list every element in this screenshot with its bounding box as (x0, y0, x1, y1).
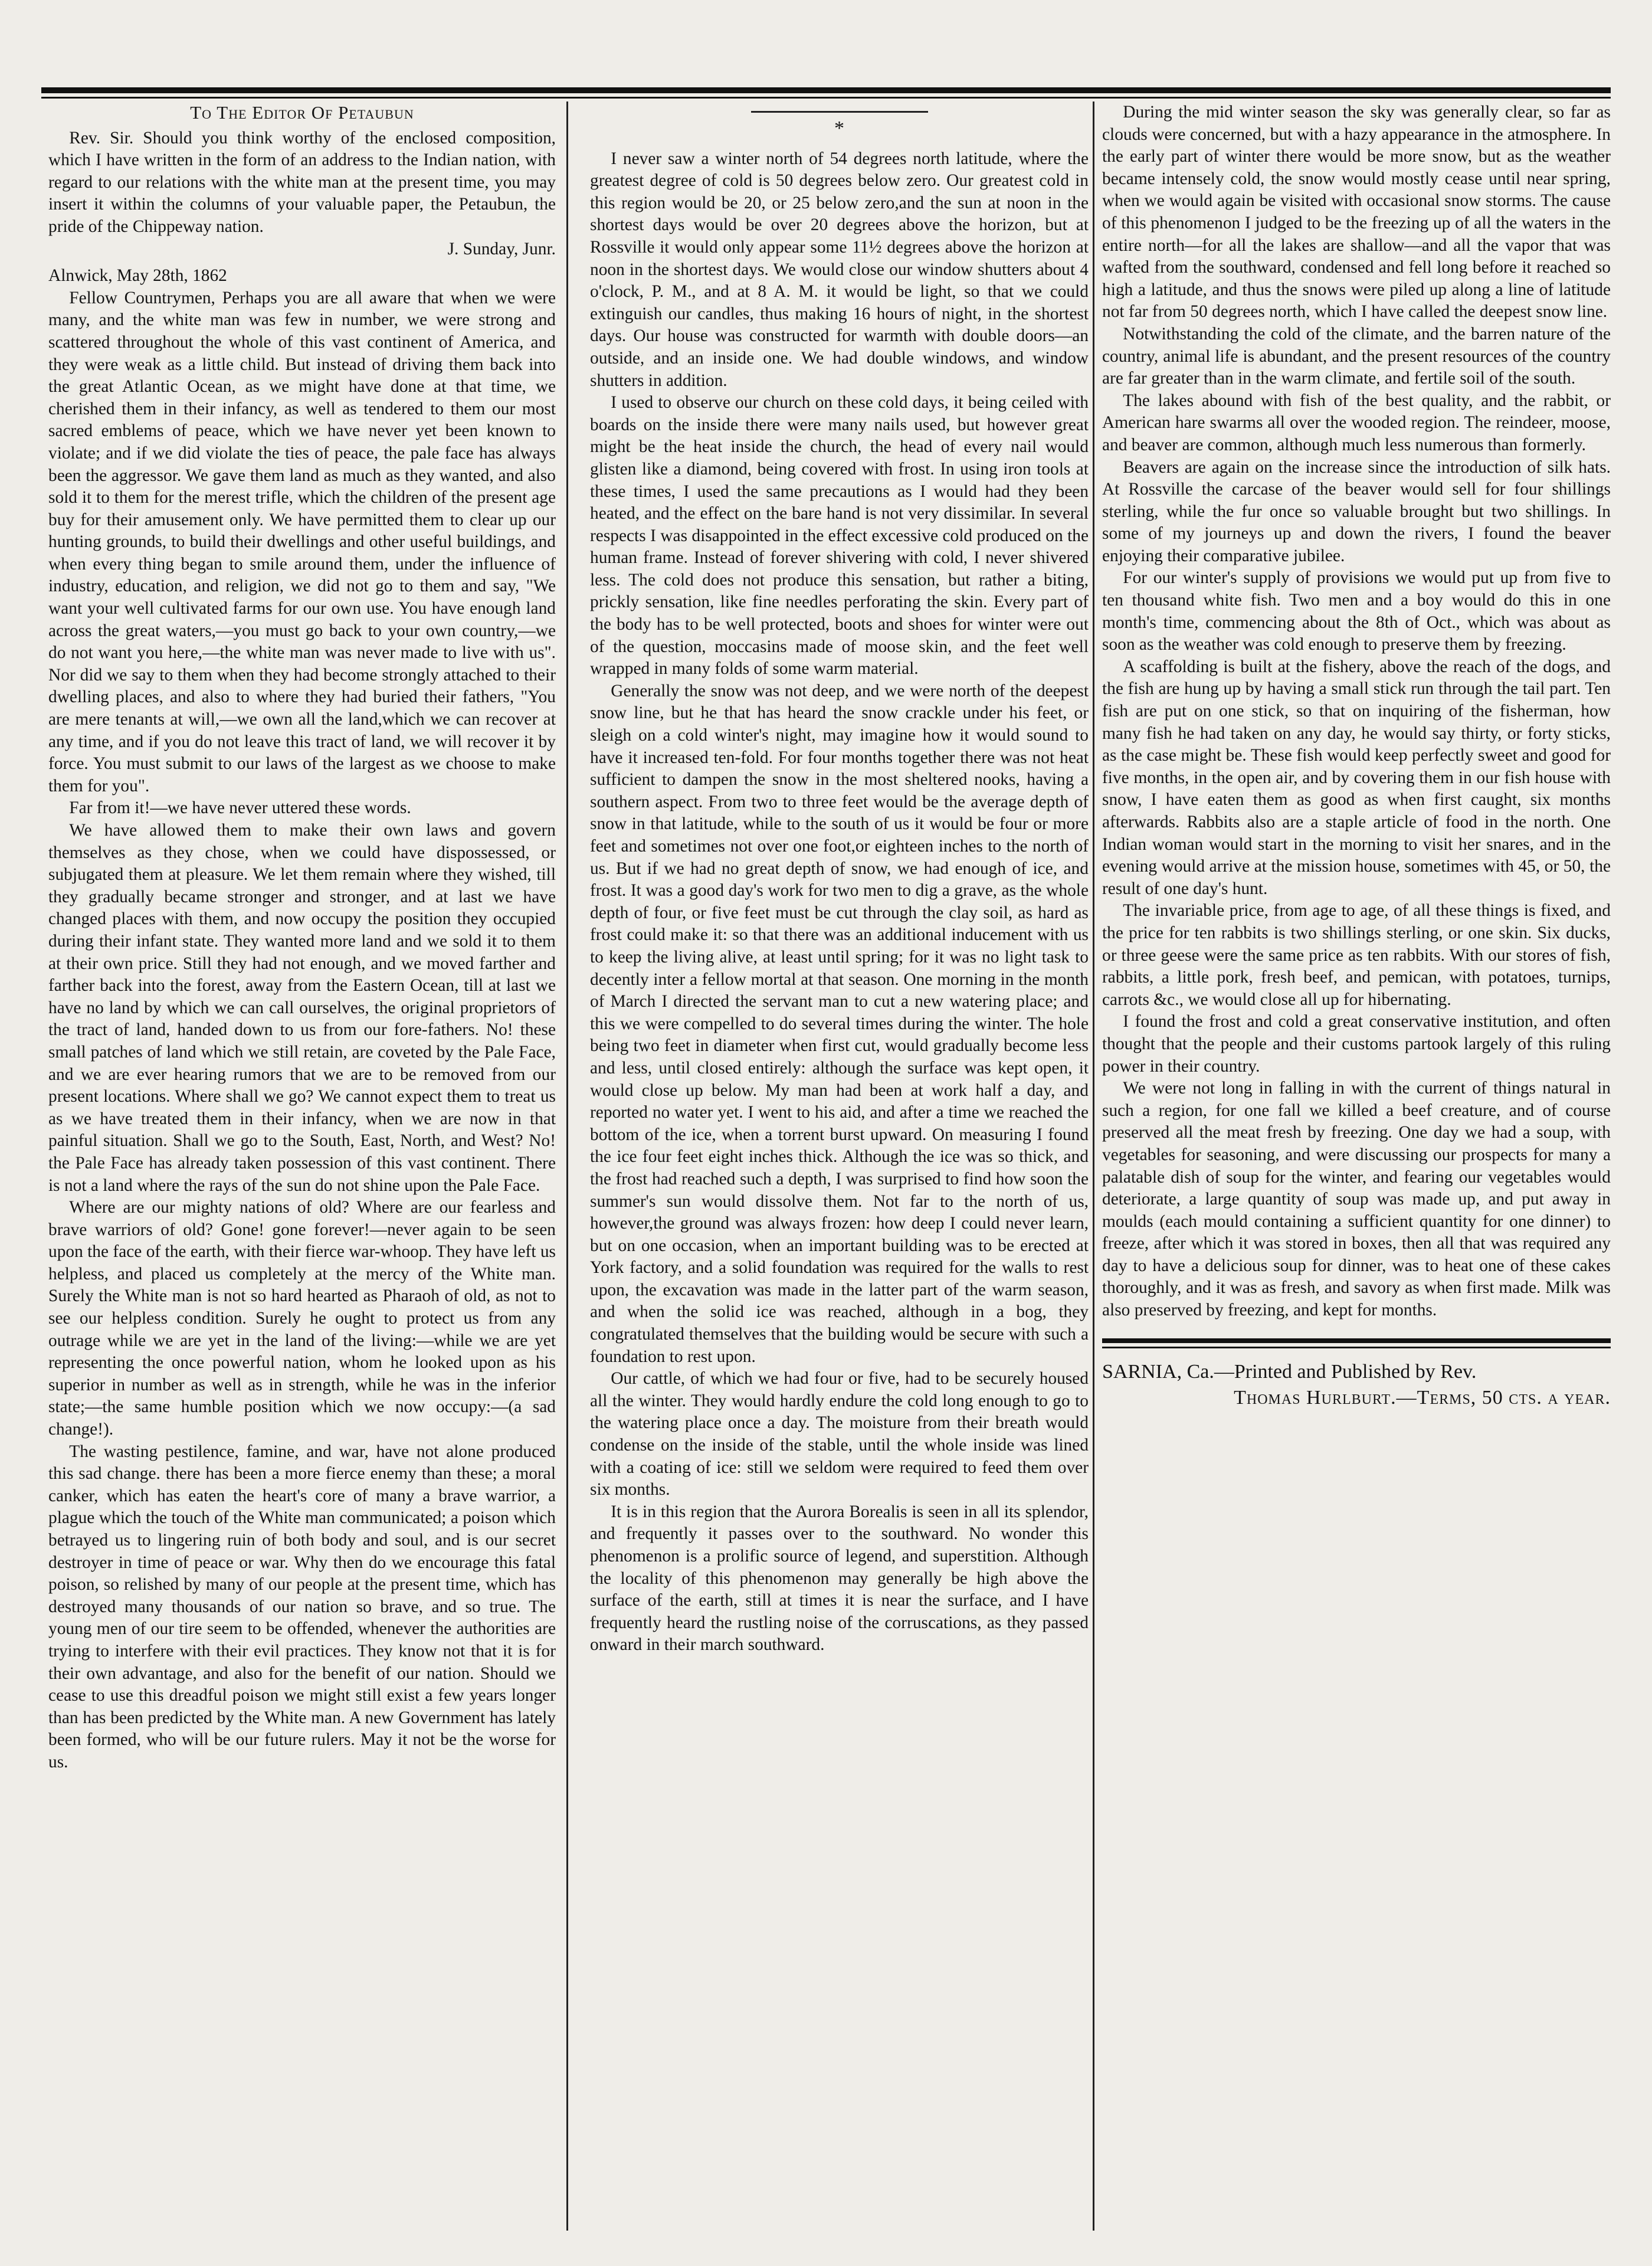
winter-paragraph: Generally the snow was not deep, and we were north of the deepest snow line, but he that has heard the snow crackle under his feet, or sleigh on a cold winter's night, may imagine how it would sound to have it increased ten-fold. For four months together there was not heat sufficient to dampen the snow in the most sheltered nooks, having a southern aspect. From two to three feet would be the average depth of snow in that latitude, while to the south of us it would be four or more feet and sometimes not over one foot,or eighteen inches to the north of us. But if we had no great depth of snow, we had enough of ice, and frost. It was a good day's work for two men to dig a grave, as the whole depth of four, or five feet must be cut through the clay soil, as hard as frost could make it: so that there was an additional inducement with us to keep the living alive, at least until spring; for it was no light task to decently inter a fellow mortal at that season. One morning in the month of March I directed the servant man to cut a new watering place; and this we were compelled to do several times during the winter. The hole being two feet in diameter when first cut, would gradually become less and less, until closed entirely: although the surface was kept open, it would close up below. My man had been at work half a day, and reported no water yet. I went to his aid, and after a time we reached the bottom of the ice, when a torrent burst upward. On measuring I found the ice four feet eight inches thick. Although the ice was so thick, and the frost had reached such a depth, I was surprised to find how soon the summer's sun would dissolve them. Not far to the north of us, however,the ground was always frozen: how deep I could never learn, but on one occasion, when an important building was to be erected at York factory, and a solid foundation was required for the walls to rest upon, the excavation was made in the latter part of the warm season, and when the solid ice was reached, although in a bog, they congratulated themselves that the building would be secure with such a foundation to rest upon. (590, 681, 1089, 1366)
letter-dateline: Alnwick, May 28th, 1862 (48, 266, 227, 286)
winter-paragraph: A scaffolding is built at the fishery, above the reach of the dogs, and the fish are hung up by having a small stick run through the tail part. Ten fish are put on one stick, so that on inquiring of the fisherman, how many fish he had taken on any day, he would say thirty, or forty sticks, as the case might be. These fish would keep perfectly sweet and good for five months, in the open air, and by covering them in our fish house with snow, I have eaten them as good as when first caught, six months afterwards. Rabbits also are a staple article of food in the north. One Indian woman would start in the morning to visit her snares, and in the evening would arrive at the mission house, sometimes with 45, or 50, the result of one day's hunt. (1102, 657, 1611, 898)
winter-paragraph: It is in this region that the Aurora Borealis is seen in all its splendor, and frequently it passes over to the southward. No wonder this phenomenon is a prolific source of legend, and superstition. Although the locality of this phenomenon may generally be high above the surface of the earth, still at times it is near the surface, and I have frequently heard the rustling noise of the corruscations, as they passed onward in their march southward. (590, 1502, 1089, 1655)
imprint-terms: Thomas Hurlburt.—Terms, 50 cts. a year. (1234, 1386, 1611, 1409)
top-rule (41, 87, 1611, 93)
winter-paragraph: During the mid winter season the sky was generally clear, so far as clouds were concerned, but with a hazy appearance in the atmosphere. In the early part of winter there would be more snow, but as the weather became intensely cold, the snow would mostly cease until near spring, when we would again be visited with occasional snow storms. The cause of this phenomenon I judged to be the freezing up of all the waters in the entire north—for all the lakes are shallow—and all the vapor that was wafted from the southward, condensed and fell long before it reached so high a latitude, and thus the snows were piled up along a line of latitude not far from 50 degrees north, which I have called the deepest snow line. (1102, 103, 1611, 322)
column-2 (590, 101, 1089, 2231)
footer-rule (1102, 1338, 1611, 1343)
winter-paragraph: We were not long in falling in with the current of things natural in such a region, for one fall we killed a beef creature, and of course preserved all the meat fresh by freezing. One day we had a soup, with vegetables for seasoning, and were discussing our prospects for many a palatable dish of soup for the winter, and fearing our vegetables would deteriorate, a large quantity of soup was made up, and put away in moulds (each mould containing a sufficient quantity for one dinner) to freeze, after which it was stored in boxes, then all that was required any day to have a delicious soup for dinner, was to heat one of these cakes thoroughly, and it was as fresh, and savory as when first made. Milk was also preserved by freezing, and kept for months. (1102, 1079, 1611, 1320)
column-rule (1093, 101, 1094, 2231)
winter-paragraph: I used to observe our church on these cold days, it being ceiled with boards on the inside there were many nails used, but however great might be the heat inside the church, the head of every nail would glisten like a diamond, being covered with frost. In using iron tools at these times, I used the same precautions as I would had they been heated, and the effect on the bare hand is not very dissimilar. In several respects I was disappointed in the effect excessive cold produced on the human frame. Instead of forever shivering with cold, I never shivered less. The cold does not produce this sensation, but rather a biting, prickly sensation, like fine needles perforating the skin. Every part of the body has to be well protected, boots and shoes for winter were out of the question, moccasins made of moose skin, and the feet well wrapped in many folds of some warm material. (590, 393, 1089, 679)
section-separator: * (834, 117, 844, 139)
imprint-line: SARNIA, Ca.—Printed and Published by Rev. (1102, 1360, 1477, 1383)
letter-heading: To The Editor Of Petaubun (190, 102, 414, 123)
column-1 (48, 101, 556, 2231)
section-rule (751, 111, 928, 113)
winter-paragraph: The lakes abound with fish of the best quality, and the rabbit, or American hare swarms all over the wooded region. The reindeer, moose, and beaver are common, although much less numerous than formerly. (1102, 391, 1611, 454)
winter-paragraph: The invariable price, from age to age, of all these things is fixed, and the price for ten rabbits is two shillings sterling, or one skin. Six ducks, or three geese were the same price as ten rabbits. With our stores of fish, rabbits, a little pork, fresh beef, and pemican, with potatoes, turnips, carrots &c., we would close all up for hibernating. (1102, 901, 1611, 1009)
winter-paragraph: I never saw a winter north of 54 degrees north latitude, where the greatest degree of cold is 50 degrees below zero. Our greatest cold in this region would be 20, or 25 below zero,and the sun at noon in the shortest days would be over 20 degrees above the horizon, but at Rossville it would only appear some 11½ degrees above the horizon at noon in the shortest days. We would close our window shutters about 4 o'clock, P. M., and at 8 A. M. it would be light, so that we could extinguish our candles, thus making 16 hours of night, in the shortest days. Our house was constructed for warmth with double doors—an outside, and an inside one. We had double windows, and window shutters in addition. (590, 149, 1089, 390)
letter-paragraph: Far from it!—we have never uttered these words. (69, 798, 411, 818)
footer-rule-thin (1102, 1347, 1611, 1348)
letter-paragraph: We have allowed them to make their own laws and govern themselves as they chose, when we could have dispossessed, or subjugated them at pleasure. We let them remain where they wished, till they gradually became stronger and stronger, and at last we have changed places with them, and now occupy the position they occupied during their infant state. They wanted more land and we sold it to them at their own price. Still they had not enough, and we moved farther and farther back into the forest, away from the Eastern Ocean, till at last we have no land by which we can call ourselves, the original proprietors of the tract of land, handed down to us from our fore-fathers. No! these small patches of land which we still retain, are coveted by the Pale Face, and we are ever hearing rumors that we are to be removed from our present locations. Where shall we go? We cannot expect them to treat us as we have treated them in their infancy, when we are now in that painful situation. Shall we go to the South, East, North, and West? No! the Pale Face has already taken possession of this vast continent. There is not a land where the rays of the sun do not shine upon the Pale Face. (48, 821, 556, 1195)
letter-signature: J. Sunday, Junr. (447, 239, 556, 258)
column-3 (1102, 101, 1611, 2231)
winter-paragraph: Our cattle, of which we had four or five, had to be securely housed all the winter. They would hardly endure the cold long enough to go to the watering place once a day. The moisture from their breath would condense on the inside of the stable, until the whole inside was lined with a coating of ice: still we seldom were required to feed them over six months. (590, 1369, 1089, 1499)
letter-paragraph: The wasting pestilence, famine, and war, have not alone produced this sad change. there has been a more fierce enemy than these; a moral canker, which has eaten the heart's core of many a brave warrior, a plague which the touch of the White man communicated; a poison which betrayed us to lingering ruin of both body and soul, and is our secret destroyer in time of peace or war. Why then do we encourage this fatal poison, so relished by many of our people at the present time, which has destroyed many thousands of our nation so brave, and so true. The young men of our tire seem to be offended, whenever the authorities are trying to interfere with their evil practices. They know not that it is for their own advantage, and also for the benefit of our nation. Should we cease to use this dreadful poison we might still exist a few years longer than has been predicted by the White man. A new Government has lately been formed, who will be our future rulers. May it not be the worse for us. (48, 1442, 556, 1771)
winter-paragraph: Beavers are again on the increase since the introduction of silk hats. At Rossville the carcase of the beaver would sell for four shillings sterling, while the fur once so valuable brought but two shillings. In some of my journeys up and down the rivers, I found the beaver enjoying their comparative jubilee. (1102, 457, 1611, 565)
winter-paragraph: Notwithstanding the cold of the climate, and the barren nature of the country, animal life is abundant, and the present resources of the country are far greater than in the warm climate, and fertile soil of the south. (1102, 324, 1611, 388)
top-rule-thin (41, 97, 1611, 99)
letter-paragraph: Where are our mighty nations of old? Where are our fearless and brave warriors of old? Gone! gone forever!—never again to be seen upon the face of the earth, with their fierce war-whoop. They have left us helpless, and placed us completely at the mercy of the White man. Surely the White man is not so hard hearted as Pharaoh of old, as not to see our helpless condition. Surely he ought to protect us from any outrage while we are yet in the land of the living:—while we are yet representing the once powerful nation, whom he looked upon as his superior in number as well as in strength, while he was in the inferior state;—the same humble position which we now occupy:—(a sad change!). (48, 1198, 556, 1439)
letter-paragraph: Fellow Countrymen, Perhaps you are all aware that when we were many, and the white man was few in number, we were strong and scattered throughout the whole of this vast continent of America, and they were weak as a little child. But instead of driving them back into the great Atlantic Ocean, as we might have done at that time, we cherished them in their infancy, as well as tendered to them our most sacred emblems of peace, which we have never yet been known to violate; and if we did violate the ties of peace, the pale face has always been the aggressor. We gave them land as much as they wanted, and also sold it to them for the merest trifle, which the children of the present age buy for their amusement only. We have permitted them to clear up our hunting grounds, to build their dwellings and other useful buildings, and when every thing began to smile around them, under the influence of industry, education, and religion, we did not go to them and say, "We want your well cultivated farms for our own use. You have enough land across the great waters,—you must go back to your own country,—we do not want you here,—the white man was never made to live with us". Nor did we say to them when they had become strongly attached to their dwelling places, and also to where they had buried their fathers, "You are mere tenants at will,—we own all the land,which we can recover at any time, and if you do not leave this tract of land, we will recover it by force. You must submit to our laws of the largest as we choose to make them for you". (48, 288, 556, 795)
winter-paragraph: For our winter's supply of provisions we would put up from five to ten thousand white fish. Two men and a boy would do this in one month's time, commencing about the 8th of Oct., which was about as soon as the weather was cold enough to preserve them by freezing. (1102, 568, 1611, 654)
column-rule (566, 101, 568, 2231)
winter-paragraph: I found the frost and cold a great conservative institution, and often thought that the people and their customs partook largely of this ruling power in their country. (1102, 1012, 1611, 1076)
letter-intro: Rev. Sir. Should you think worthy of the enclosed composition, which I have written in the form of an address to the Indian nation, with regard to our relations with the white man at the present time, you may insert it within the columns of your valuable paper, the Petaubun, the pride of the Chippeway nation. (48, 128, 556, 236)
